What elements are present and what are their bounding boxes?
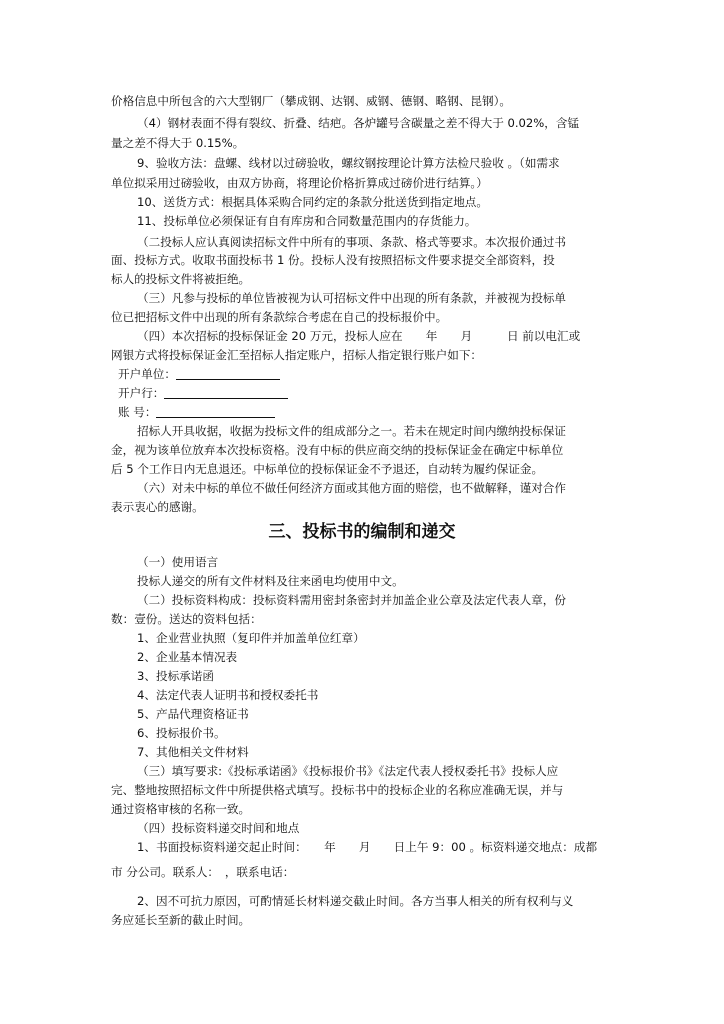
account-unit-line: [118, 365, 280, 383]
paragraph-line: （4）钢材表面不得有裂纹、折叠、结疤。各炉罐号含碳量之差不得大于 0.02%，含锰: [137, 116, 580, 130]
paragraph-line: 2、因不可抗力原因，可酌情延长材料递交截止时间。各方当事人相关的所有权利与义: [137, 894, 574, 908]
list-item: 3、投标承诺函: [137, 669, 214, 683]
paragraph-line: 11、投标单位必须保证有自有库房和合同数量范围内的存货能力。: [137, 214, 477, 228]
paragraph-line: 务应延长至新的截止时间。: [111, 913, 251, 927]
account-bank-blank: [164, 385, 288, 399]
paragraph-line: 完、整地按照招标文件中所提供格式填写。投标书中的投标企业的名称应准确无误，并与: [111, 783, 564, 797]
paragraph-line: 投标人递交的所有文件材料及往来函电均使用中文。: [137, 574, 404, 588]
account-bank-line: [118, 384, 288, 402]
paragraph-line: （二）投标资料构成：投标资料需用密封条密封并加盖企业公章及法定代表人章，份: [137, 593, 566, 607]
paragraph-line: 9、验收方法：盘螺、线材以过磅验收，螺纹钢按理论计算方法检尺验收 。（如需求: [137, 156, 560, 170]
paragraph-line: （六）对未中标的单位不做任何经济方面或其他方面的赔偿，也不做解释，谨对合作: [137, 481, 566, 495]
paragraph-line: （三）填写要求:《投标承诺函》《投标报价书》《法定代表人授权委托书》投标人应: [137, 764, 559, 778]
paragraph-line: 表示衷心的感谢。: [111, 500, 204, 514]
paragraph-line: 通过资格审核的名称一致。: [111, 802, 251, 816]
paragraph-line: 单位拟采用过磅验收，由双方协商，将理论价格折算成过磅价进行结算。）: [111, 176, 488, 190]
paragraph-line: （二投标人应认真阅读招标文件中所有的事项、条款、格式等要求。本次报价通过书: [137, 235, 566, 249]
list-item: 2、企业基本情况表: [137, 650, 238, 664]
list-item: 6、投标报价书。: [137, 726, 226, 740]
list-item: 5、产品代理资格证书: [137, 707, 249, 721]
paragraph-line: 招标人开具收据，收据为投标文件的组成部分之一。若未在规定时间内缴纳投标保证: [137, 424, 566, 438]
paragraph-line: （一）使用语言: [137, 555, 219, 569]
paragraph-line: 网银方式将投标保证金汇至招标人指定账户，招标人指定银行账户如下：: [111, 348, 483, 362]
paragraph-line: 位已把招标文件中出现的所有条款综合考虑在自己的投标报价中。: [111, 310, 448, 324]
paragraph-line: 面、投标方式。收取书面投标书 1 份。投标人没有按照招标文件要求提交全部资料，投: [111, 253, 555, 267]
account-unit-label: 开户单位：: [118, 367, 176, 381]
paragraph-line: （三）凡参与投标的单位皆被视为认可招标文件中出现的所有条款，并被视为投标单: [137, 291, 566, 305]
list-item: 7、其他相关文件材料: [137, 745, 249, 759]
section-title: 三、投标书的编制和递交: [268, 522, 456, 542]
account-number-label: 账 号：: [118, 405, 157, 419]
paragraph-line: 数：壹份。送达的资料包括：: [111, 612, 262, 626]
paragraph-line: 市 分公司。联系人： ，联系电话：: [111, 865, 295, 879]
paragraph-line: 金，视为该单位放弃本次投标资格。没有中标的供应商交纳的投标保证金在确定中标单位: [111, 443, 564, 457]
paragraph-line: 后 5 个工作日内无息退还。中标单位的投标保证金不予退还，自动转为履约保证金。: [111, 462, 544, 476]
account-number-line: [118, 403, 275, 421]
paragraph-line: （四）投标资料递交时间和地点: [137, 821, 300, 835]
paragraph-line: 标人的投标文件将被拒绝。: [111, 272, 251, 286]
account-number-blank: [156, 404, 275, 418]
paragraph-line: 量之差不得大于 0.15%。: [111, 136, 245, 150]
paragraph-line: 1、书面投标资料递交起止时间： 年 月 日上午 9：00 。标资料递交地点：成都: [137, 840, 598, 854]
account-bank-label: 开户行：: [118, 386, 165, 400]
paragraph-line: （四）本次招标的投标保证金 20 万元，投标人应在 年 月 日 前以电汇或: [137, 329, 581, 343]
paragraph-line: 价格信息中所包含的六大型钢厂（攀成钢、达钢、威钢、德钢、略钢、昆钢）。: [111, 94, 511, 108]
list-item: 4、法定代表人证明书和授权委托书: [137, 688, 319, 702]
account-unit-blank: [176, 366, 280, 380]
list-item: 1、企业营业执照（复印件并加盖单位红章）: [137, 631, 365, 645]
paragraph-line: 10、送货方式：根据具体采购合同约定的条款分批送货到指定地点。: [137, 195, 488, 209]
